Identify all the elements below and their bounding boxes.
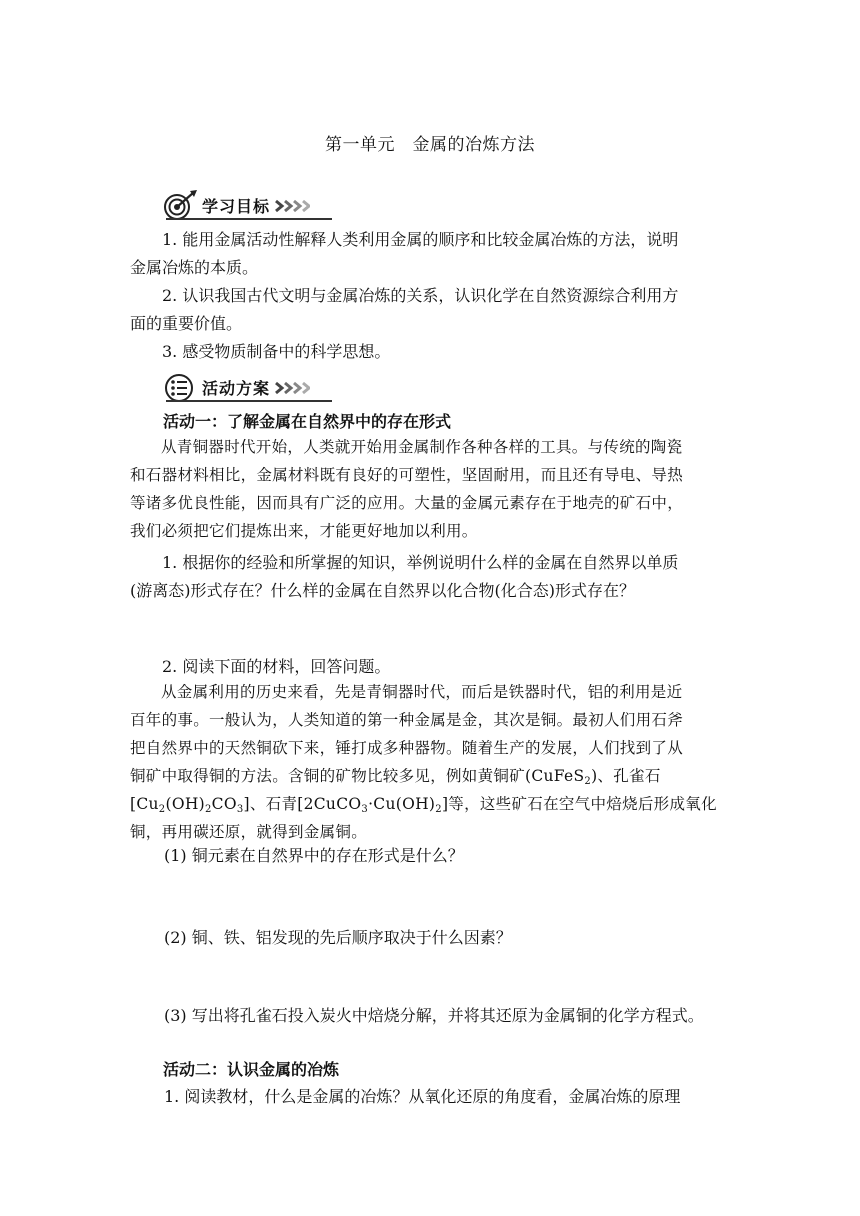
sub-question-one: (1) 铜元素在自然界中的存在形式是什么？ — [164, 846, 464, 865]
formula-chalcopyrite — [525, 767, 661, 785]
double-chevron-icon — [274, 380, 310, 394]
material-text: ]等，这些矿石在空气中焙烧后形成氧化 — [441, 795, 717, 813]
intro-line: 和石器材料相比，金属材料既有良好的可塑性，坚固耐用，而且还有导电、导热 — [130, 466, 684, 484]
intro-line: 等诸多优良性能，因而具有广泛的应用。大量的金属元素存在于地壳的矿石中， — [130, 494, 684, 512]
question-one — [130, 549, 730, 605]
section-header-activity-plan — [160, 370, 350, 404]
question-line: (游离态)形式存在？什么样的金属在自然界以化合物(化合态)形式存在？ — [130, 581, 635, 600]
formula-subscript: 2 — [435, 804, 442, 815]
goal-line: 2. 认识我国古代文明与金属冶炼的关系，认识化学在自然资源综合利用方 — [162, 286, 679, 305]
material-line: 从金属利用的历史来看，先是青铜器时代，而后是铁器时代，铝的利用是近 — [161, 683, 683, 701]
formula-part: ·Cu(OH) — [368, 795, 436, 813]
intro-line: 我们必须把它们提炼出来，才能更好地加以利用。 — [130, 522, 478, 540]
goal-line: 面的重要价值。 — [130, 314, 243, 333]
double-chevron-icon — [274, 198, 310, 212]
activity-two-title: 活动二：认识金属的冶炼 — [163, 1060, 340, 1079]
formula-part: )、孔雀石 — [591, 767, 661, 785]
material-line: 铜，再用碳还原，就得到金属铜。 — [130, 823, 368, 841]
section-label: 活动方案 — [202, 378, 271, 398]
section-header-learning-goals — [160, 188, 350, 222]
formula-part: (CuFeS — [525, 767, 585, 785]
formula-part: ]、石青[2CuCO — [243, 795, 362, 813]
material-line: 百年的事。一般认为，人类知道的第一种金属是金，其次是铜。最初人们用石斧 — [130, 711, 684, 729]
reading-material — [130, 678, 730, 846]
formula-subscript: 2 — [158, 804, 166, 815]
goal-line: 3. 感受物质制备中的科学思想。 — [162, 342, 391, 361]
question-two-intro: 2. 阅读下面的材料，回答问题。 — [162, 657, 391, 676]
target-dart-icon — [160, 188, 200, 222]
intro-line: 从青铜器时代开始，人类就开始用金属制作各种各样的工具。与传统的陶瓷 — [161, 438, 683, 456]
activity-one-intro — [130, 433, 730, 545]
header-underline — [166, 400, 332, 402]
sub-question-three: (3) 写出将孔雀石投入炭火中焙烧分解，并将其还原为金属铜的化学方程式。 — [164, 1006, 704, 1025]
sub-question-two: (2) 铜、铁、铝发现的先后顺序取决于什么因素？ — [164, 928, 512, 947]
formula-subscript: 2 — [584, 776, 592, 787]
page-title: 第一单元 金属的冶炼方法 — [325, 135, 535, 155]
formula-subscript: 2 — [205, 804, 212, 815]
activity-one-title: 活动一：了解金属在自然界中的存在形式 — [163, 412, 452, 431]
material-text: 铜矿中取得铜的方法。含铜的矿物比较多见，例如黄铜矿 — [130, 767, 526, 785]
material-line — [130, 762, 730, 790]
formula-part: (OH) — [165, 795, 205, 813]
learning-goals-list — [130, 226, 730, 366]
material-line: 把自然界中的天然铜砍下来，锤打成多种器物。随着生产的发展，人们找到了从 — [130, 739, 684, 757]
formula-subscript: 3 — [236, 804, 244, 815]
section-label: 学习目标 — [202, 196, 271, 216]
material-line — [130, 790, 730, 818]
question-line: 1. 根据你的经验和所掌握的知识，举例说明什么样的金属在自然界以单质 — [162, 553, 679, 572]
activity-two-question-one: 1. 阅读教材，什么是金属的冶炼？从氧化还原的角度看，金属冶炼的原理 — [164, 1087, 681, 1106]
goal-line: 金属冶炼的本质。 — [130, 258, 259, 277]
goal-line: 1. 能用金属活动性解释人类利用金属的顺序和比较金属冶炼的方法，说明 — [162, 230, 679, 249]
header-underline — [166, 218, 332, 220]
formula-subscript: 3 — [361, 804, 369, 815]
formula-part: CO — [211, 795, 237, 813]
formula-part: [Cu — [130, 795, 159, 813]
list-bullets-icon — [160, 370, 200, 404]
